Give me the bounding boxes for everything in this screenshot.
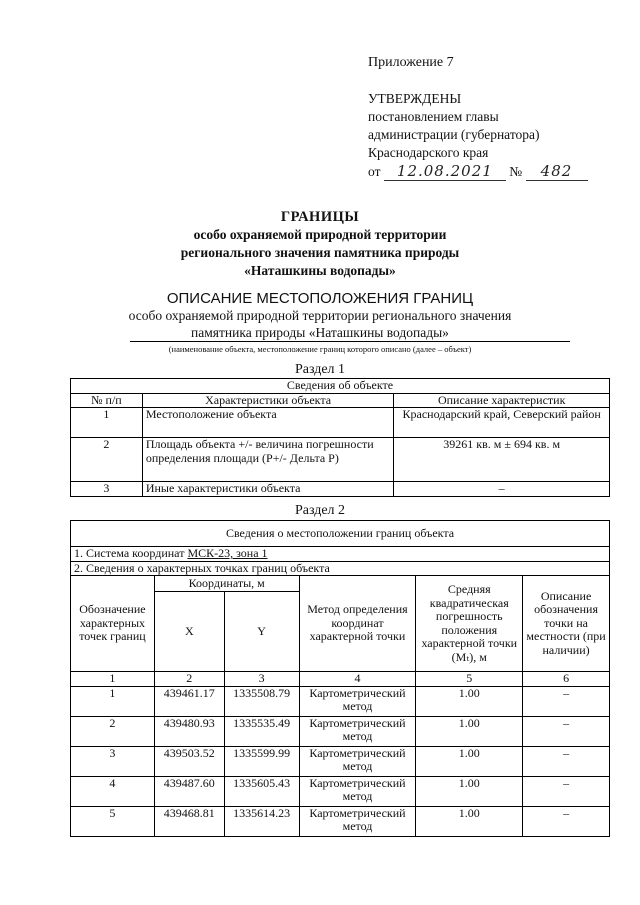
description-note: (наименование объекта, местоположение границ которого описано (далее – объект)	[168, 344, 472, 354]
point-method: Картометрический метод	[299, 686, 416, 716]
point-description: –	[523, 716, 610, 746]
point-x: 439503.52	[154, 746, 224, 776]
object-info-table	[70, 378, 610, 497]
point-error: 1.00	[416, 716, 523, 746]
approval-line-4: Краснодарского края	[368, 145, 489, 160]
col-number: 2	[154, 672, 224, 687]
row-number: 3	[71, 482, 143, 497]
point-error: 1.00	[416, 746, 523, 776]
table-row	[71, 438, 610, 482]
row-value: –	[394, 482, 610, 497]
table-row	[71, 776, 610, 806]
col-number: 6	[523, 672, 610, 687]
row-name: Иные характеристики объекта	[142, 482, 394, 497]
col-number: 5	[416, 672, 523, 687]
point-y: 1335614.23	[224, 806, 299, 836]
coordinate-system-row	[71, 547, 610, 562]
table-row	[71, 686, 610, 716]
point-id: 3	[71, 746, 155, 776]
table-row	[71, 716, 610, 746]
point-x: 439480.93	[154, 716, 224, 746]
col-number: 3	[224, 672, 299, 687]
object-info-table-title: Сведения об объекте	[71, 379, 610, 394]
boundary-points-table	[70, 520, 610, 837]
header-number: № п/п	[71, 393, 143, 408]
point-id: 4	[71, 776, 155, 806]
col-number: 1	[71, 672, 155, 687]
header-method: Метод определения координат характерной точки	[299, 576, 416, 672]
row-name: Площадь объекта +/- величина погрешности определения площади (P+/- Дельта P)	[142, 438, 394, 482]
table-row	[71, 806, 610, 836]
table-row	[71, 408, 610, 438]
point-error: 1.00	[416, 686, 523, 716]
number-label: №	[509, 164, 523, 179]
approval-line-1: УТВЕРЖДЕНЫ	[368, 91, 462, 106]
row-value: Краснодарский край, Северский район	[394, 408, 610, 438]
coordinate-system-label: 1. Система координат	[74, 546, 185, 560]
document-title	[60, 208, 580, 280]
point-method: Картометрический метод	[299, 776, 416, 806]
description-heading: ОПИСАНИЕ МЕСТОПОЛОЖЕНИЯ ГРАНИЦ	[166, 290, 474, 307]
points-info-row: 2. Сведения о характерных точках границ объекта	[71, 561, 610, 576]
point-y: 1335535.49	[224, 716, 299, 746]
coordinate-system-value: МСК-23, зона 1	[187, 546, 268, 560]
point-y: 1335605.43	[224, 776, 299, 806]
header-coordinates: Координаты, м	[154, 576, 299, 592]
col-number: 4	[299, 672, 416, 687]
table-row	[71, 482, 610, 497]
point-method: Картометрический метод	[299, 716, 416, 746]
row-number: 2	[71, 438, 143, 482]
row-value: 39261 кв. м ± 694 кв. м	[394, 438, 610, 482]
appendix-label: Приложение 7	[368, 55, 454, 70]
point-x: 439487.60	[154, 776, 224, 806]
point-description: –	[523, 806, 610, 836]
header-point-description: Описание обозначения точки на местности (при наличии)	[523, 576, 610, 672]
boundary-table-title: Сведения о местоположении границ объекта	[71, 521, 610, 547]
point-id: 2	[71, 716, 155, 746]
approval-block	[368, 90, 588, 181]
header-y: Y	[224, 592, 299, 672]
point-error: 1.00	[416, 806, 523, 836]
point-y: 1335508.79	[224, 686, 299, 716]
point-id: 1	[71, 686, 155, 716]
row-number: 1	[71, 408, 143, 438]
point-method: Картометрический метод	[299, 806, 416, 836]
title-line-2: особо охраняемой природной территории	[193, 227, 447, 242]
description-underline	[130, 341, 570, 342]
point-id: 5	[71, 806, 155, 836]
point-description: –	[523, 776, 610, 806]
row-name: Местоположение объекта	[142, 408, 394, 438]
header-characteristics: Характеристики объекта	[142, 393, 394, 408]
point-x: 439468.81	[154, 806, 224, 836]
point-method: Картометрический метод	[299, 746, 416, 776]
table-row	[71, 746, 610, 776]
approval-line-2: постановлением главы	[368, 109, 499, 124]
column-numbers-row	[71, 672, 610, 687]
point-description: –	[523, 746, 610, 776]
approval-date-line	[368, 162, 588, 181]
point-description: –	[523, 686, 610, 716]
header-x: X	[154, 592, 224, 672]
description-block	[60, 290, 580, 341]
from-label: от	[368, 164, 381, 179]
description-line-2: особо охраняемой природной территории регионального значения	[128, 308, 512, 323]
handwritten-number: 482	[526, 162, 588, 181]
title-line-4: «Наташкины водопады»	[244, 263, 396, 278]
section-2-title: Раздел 2	[294, 503, 346, 518]
section-1-title: Раздел 1	[294, 362, 346, 377]
description-line-3: памятника природы «Наташкины водопады»	[191, 325, 449, 340]
title-line-3: регионального значения памятника природы	[180, 245, 460, 260]
header-point: Обозначение характерных точек границ	[71, 576, 155, 672]
header-description: Описание характеристик	[394, 393, 610, 408]
point-error: 1.00	[416, 776, 523, 806]
title-line-1: ГРАНИЦЫ	[280, 209, 360, 225]
header-error: Средняя квадратическая погрешность положения характерной точки (Mₜ), м	[416, 576, 523, 672]
approval-line-3: администрации (губернатора)	[368, 127, 540, 142]
handwritten-date: 12.08.2021	[384, 162, 506, 181]
point-x: 439461.17	[154, 686, 224, 716]
point-y: 1335599.99	[224, 746, 299, 776]
